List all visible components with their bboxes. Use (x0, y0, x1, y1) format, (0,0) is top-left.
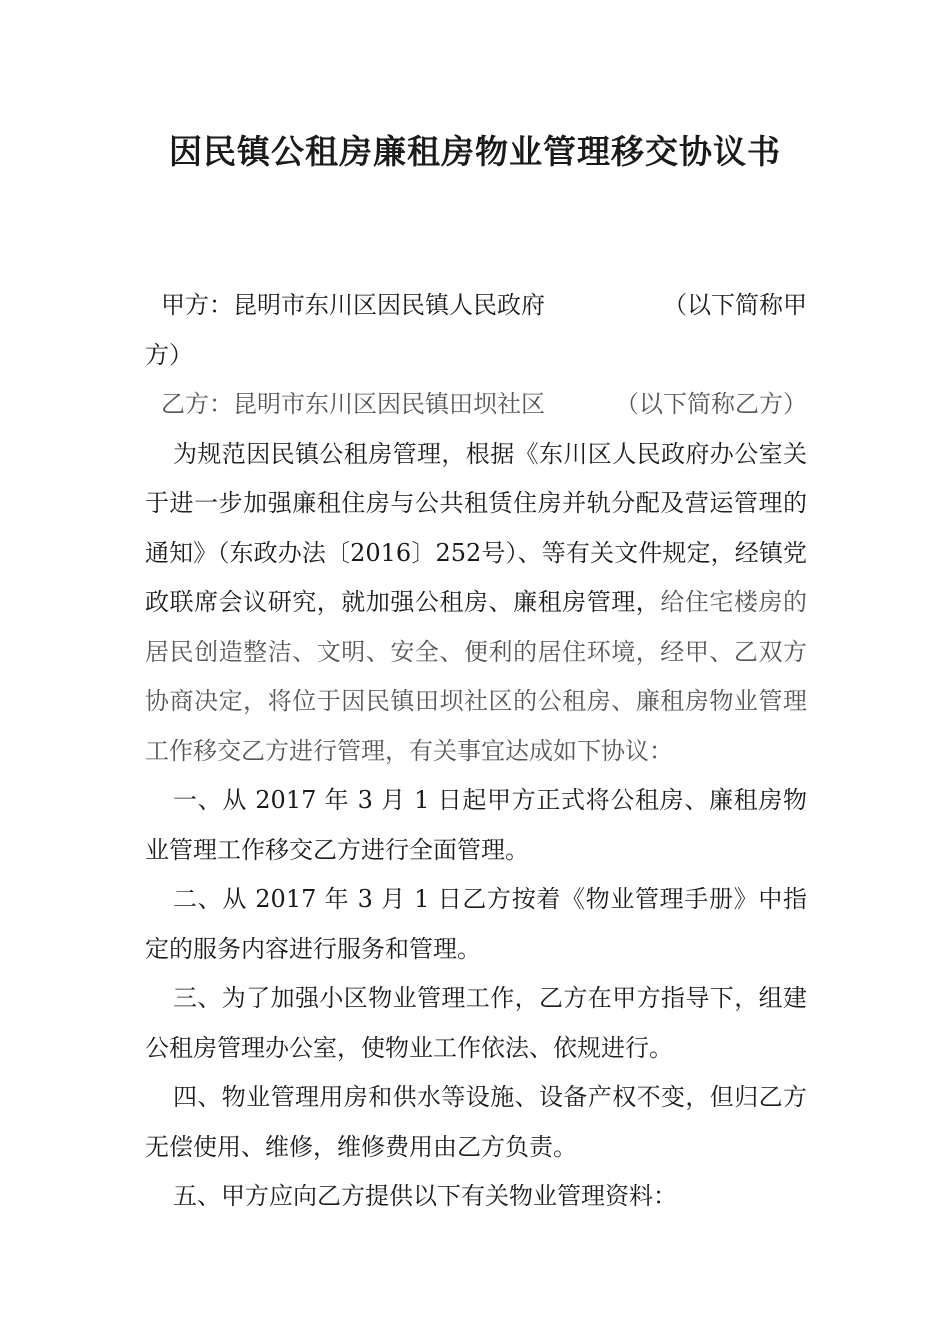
party-a-label: 甲方：昆明市东川区因民镇人民政府 (161, 291, 545, 319)
clause-3: 三、为了加强小区物业管理工作，乙方在甲方指导下，组建公租房管理办公室，使物业工作依法、依规进行。 (145, 984, 807, 1062)
clause-5: 五、甲方应向乙方提供以下有关物业管理资料： (173, 1182, 677, 1210)
party-b-note: （以下简称乙方） (615, 390, 807, 418)
clause-2: 二、从 2017 年 3 月 1 日乙方按着《物业管理手册》中指定的服务内容进行服务和管理。 (145, 885, 807, 963)
party-b-label: 乙方：昆明市东川区因民镇田坝社区 (161, 390, 545, 418)
clause-4: 四、物业管理用房和供水等设施、设备产权不变，但归乙方无偿使用、维修，维修费用由乙方负责。 (145, 1083, 807, 1161)
document-body (145, 281, 807, 1222)
intro-text-part1: 为规范因民镇公租房管理，根据《东川区人民政府办公室关于进一步加强廉租住房与公共租赁住房并轨分配及营运管理的通知》（东政办法〔2016〕252号）、等有关文件规定，经镇党政联席会议研究，就加强公租房、廉租房管理， (145, 439, 807, 616)
clause-1: 一、从 2017 年 3 月 1 日起甲方正式将公租房、廉租房物业管理工作移交乙方进行全面管理。 (145, 786, 807, 864)
document-title: 因民镇公租房廉租房物业管理移交协议书 (169, 132, 781, 171)
party-a-note: （以下简称甲 (663, 291, 807, 319)
party-b (145, 380, 807, 430)
intro-text-part2: 给住宅楼房的居民创造整洁、文明、安全、便利的居住环境，经甲、乙双方协商决定，将位于因民镇田坝社区的公租房、廉租房物业管理工作移交乙方进行管理，有关事宜达成如下协议： (145, 588, 808, 765)
intro-paragraph (145, 430, 807, 777)
party-a (145, 281, 807, 331)
party-a-continuation: 方） (145, 340, 193, 369)
